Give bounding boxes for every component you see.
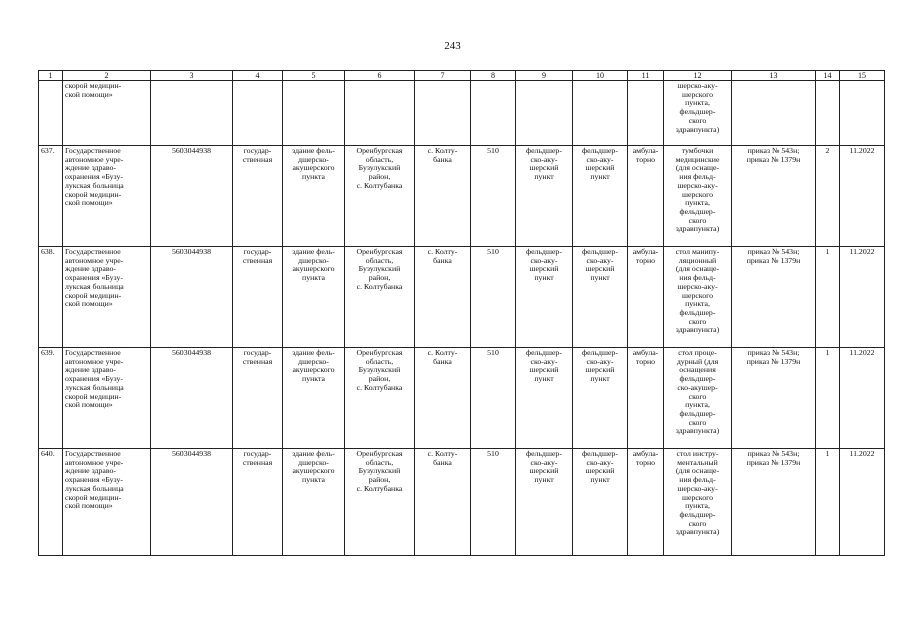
column-header: 6 [345, 71, 415, 81]
unit-type-cell: фельдшер- ско-аку- шерский пункт [573, 146, 628, 247]
address-cell: Оренбургская область, Бузулукский район, с. Колтубанка [345, 449, 415, 556]
equipment-register-table [38, 70, 885, 556]
column-header: 10 [573, 71, 628, 81]
unit-type-cell: фельдшер- ско-аку- шерский пункт [573, 348, 628, 449]
equipment-cell: тумбочки медицинские (для оснаще- ния фельд- шерско-аку- шерского пункта, фельдшер- ского здравпункта) [664, 146, 732, 247]
column-header: 12 [664, 71, 732, 81]
table-row [39, 449, 885, 556]
date-cell: 11.2022 [840, 146, 885, 247]
order-cell: приказ № 543н; приказ № 1379н [732, 146, 816, 247]
quantity-cell: 1 [816, 449, 840, 556]
care-form-cell: амбула- торно [628, 247, 664, 348]
date-cell: 11.2022 [840, 348, 885, 449]
column-header: 11 [628, 71, 664, 81]
inn-cell: 5603044938 [151, 146, 233, 247]
ownership-cell: государ- ственная [233, 247, 283, 348]
locality-cell: с. Колту- банка [415, 449, 471, 556]
equipment-cell: стол проце- дурный (для оснащения фельдшер- ско-акушер- ского пункта, фельдшер- ского здравпункта) [664, 348, 732, 449]
table-row [39, 247, 885, 348]
care-form-cell: амбула- торно [628, 449, 664, 556]
quantity-cell: 1 [816, 348, 840, 449]
ownership-cell: государ- ственная [233, 146, 283, 247]
column-header: 8 [471, 71, 516, 81]
quantity-cell: 2 [816, 146, 840, 247]
date-cell: 11.2022 [840, 449, 885, 556]
row-number-cell: 640. [39, 449, 63, 556]
code-cell: 510 [471, 247, 516, 348]
unit-type-cell: фельдшер- ско-аку- шерский пункт [516, 449, 573, 556]
date-cell: 11.2022 [840, 247, 885, 348]
page-number: 243 [444, 40, 461, 52]
address-cell: Оренбургская область, Бузулукский район, с. Колтубанка [345, 247, 415, 348]
continuation-row [39, 81, 885, 146]
address-cell: Оренбургская область, Бузулукский район, с. Колтубанка [345, 348, 415, 449]
inn-cell: 5603044938 [151, 449, 233, 556]
column-header: 2 [63, 71, 151, 81]
column-header: 7 [415, 71, 471, 81]
order-cell: приказ № 543н; приказ № 1379н [732, 348, 816, 449]
column-header: 3 [151, 71, 233, 81]
equipment-cell: шерско-аку- шерского пункта, фельдшер- ского здравпункта) [664, 81, 732, 146]
quantity-cell: 1 [816, 247, 840, 348]
building-cell: здание фель- дшерско- акушерского пункта [283, 146, 345, 247]
column-header: 14 [816, 71, 840, 81]
inn-cell: 5603044938 [151, 247, 233, 348]
ownership-cell: государ- ственная [233, 449, 283, 556]
locality-cell: с. Колту- банка [415, 146, 471, 247]
care-form-cell: амбула- торно [628, 348, 664, 449]
row-number-cell: 638. [39, 247, 63, 348]
code-cell: 510 [471, 146, 516, 247]
code-cell: 510 [471, 449, 516, 556]
code-cell: 510 [471, 348, 516, 449]
unit-type-cell: фельдшер- ско-аку- шерский пункт [516, 348, 573, 449]
column-header: 4 [233, 71, 283, 81]
order-cell: приказ № 543н; приказ № 1379н [732, 449, 816, 556]
building-cell: здание фель- дшерско- акушерского пункта [283, 247, 345, 348]
row-number-cell: 637. [39, 146, 63, 247]
row-number-cell: 639. [39, 348, 63, 449]
unit-type-cell: фельдшер- ско-аку- шерский пункт [573, 449, 628, 556]
column-header: 13 [732, 71, 816, 81]
column-header: 1 [39, 71, 63, 81]
order-cell: приказ № 543н; приказ № 1379н [732, 247, 816, 348]
equipment-cell: стол манипу- ляционный (для оснаще- ния фельд- шерско-аку- шерского пункта, фельдшер- ского здравпункта) [664, 247, 732, 348]
unit-type-cell: фельдшер- ско-аку- шерский пункт [516, 146, 573, 247]
column-header: 5 [283, 71, 345, 81]
organization-cell: Государственное автономное учре- ждение здраво- охранения «Бузу- лукская больница скорой медицин- ской помощи» [63, 146, 151, 247]
inn-cell: 5603044938 [151, 348, 233, 449]
organization-cell: Государственное автономное учре- ждение здраво- охранения «Бузу- лукская больница скорой медицин- ской помощи» [63, 348, 151, 449]
building-cell: здание фель- дшерско- акушерского пункта [283, 449, 345, 556]
equipment-cell: стол инстру- ментальный (для оснаще- ния фельд- шерско-аку- шерского пункта, фельдшер- ского здравпункта) [664, 449, 732, 556]
organization-cell: Государственное автономное учре- ждение здраво- охранения «Бузу- лукская больница скорой медицин- ской помощи» [63, 449, 151, 556]
ownership-cell: государ- ственная [233, 348, 283, 449]
address-cell: Оренбургская область, Бузулукский район, с. Колтубанка [345, 146, 415, 247]
unit-type-cell: фельдшер- ско-аку- шерский пункт [573, 247, 628, 348]
care-form-cell: амбула- торно [628, 146, 664, 247]
column-header: 15 [840, 71, 885, 81]
building-cell: здание фель- дшерско- акушерского пункта [283, 348, 345, 449]
locality-cell: с. Колту- банка [415, 247, 471, 348]
organization-cell: Государственное автономное учре- ждение здраво- охранения «Бузу- лукская больница скорой медицин- ской помощи» [63, 247, 151, 348]
column-header: 9 [516, 71, 573, 81]
table-row [39, 348, 885, 449]
column-number-header-row [39, 71, 885, 81]
organization-cell: скорой медицин- ской помощи» [63, 81, 151, 146]
locality-cell: с. Колту- банка [415, 348, 471, 449]
table-row [39, 146, 885, 247]
unit-type-cell: фельдшер- ско-аку- шерский пункт [516, 247, 573, 348]
